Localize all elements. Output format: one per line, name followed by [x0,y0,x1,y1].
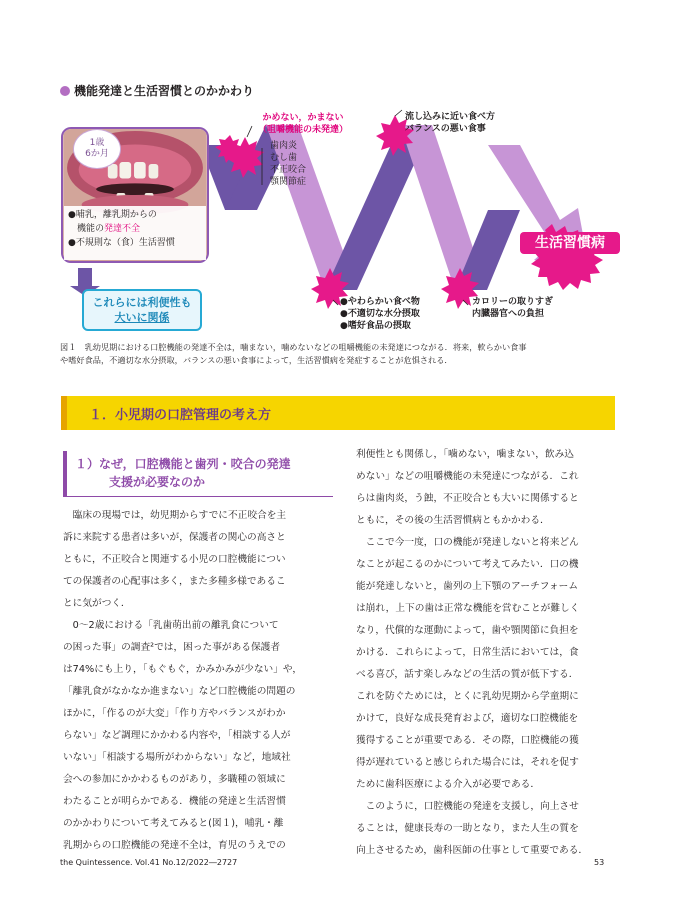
peak2-label [405,111,495,135]
subheading [63,451,333,496]
valley1-item: ●不適切な水分摂取 [340,309,420,319]
convenience-callout [82,289,202,331]
paragraph-line: 会への参加にかかわるものがあり，多職種の領域に [63,774,286,785]
subheading-rule-bottom [63,496,333,497]
peak1-line2: （咀嚼機能の未発達） [258,125,349,135]
paragraph-line: かけて，良好な成長発育および，適切な口腔機能を [356,713,579,724]
paragraph-line: 利便性とも関係し，「噛めない，噛まない，飲み込 [356,449,574,460]
cause-line2-pink: 発達不全 [104,224,141,234]
figure-title [60,82,254,99]
right-column [356,444,618,862]
cause-line3: ●不規則な（食）生活習慣 [68,238,175,248]
paragraph-line: べる喜び，話す楽しみなどの生活の質が低下する． [356,669,579,680]
valley1-label [340,296,420,332]
paragraph-line: ために歯科医療による介入が必要である． [356,779,541,790]
paragraph-line: いない」「相談する場所がわからない」など，地域社 [63,752,291,763]
callout-line2 [84,310,200,325]
paragraph-line: 乳期からの口腔機能の発達不全は，育児のうえでの [63,840,286,851]
valley2-label [472,296,553,320]
age-line2: 6か月 [85,149,109,159]
subheading-line1: １）なぜ，口腔機能と歯列・咬合の発達 [75,457,291,471]
paragraph-line: とに気がつく． [63,598,131,609]
paragraph-line: わたることが明らかである．機能の発達と生活習慣 [63,796,286,807]
valley2-line2: 内臓器官への負担 [472,309,545,319]
cause-text-box [64,206,206,260]
disease-label: 生活習慣病 [520,232,620,254]
age-bubble [73,129,121,169]
paragraph-line: 臨床の現場では，幼児期からすでに不正咬合を主 [63,510,287,521]
paragraph-line: 0～2歳における「乳歯萌出前の離乳食について [63,620,279,631]
callout-line1: これらには利便性も [92,296,192,309]
caption-line1: 図１ 乳幼児期における口腔機能の発達不全は，噛まない，噛めないなどの咀嚼機能の未発達につながる．将来，軟らかい食事 [60,342,527,352]
paragraph-line: ともに，不正咬合と関連する小児の口腔機能につい [63,554,286,565]
paragraph-line: めない」などの咀嚼機能の未発達につながる．これ [356,471,579,482]
subheading-rule-left [63,451,67,497]
footer-page-number: 53 [594,858,605,867]
valley1-item: ●やわらかい食べ物 [340,297,420,307]
cause-line2-pre: 機能の [77,224,105,234]
peak1-line1: かめない，かまない [262,113,344,123]
peak1-label [258,112,348,136]
paragraph-line: なり，代償的な運動によって，歯や顎関節に負担を [356,625,579,636]
figure-title-text: 機能発達と生活習慣とのかかわり [74,84,255,98]
paragraph-line: ほかに，「作るのが大変」「作り方やバランスがわか [63,708,286,719]
footer-journal: the Quintessence. Vol.41 No.12/2022―2727 [60,858,238,867]
figure-caption [60,341,620,367]
peak1-item: 不正咬合 [270,165,307,175]
caption-line2: や嗜好食品，不適切な水分摂取，バランスの悪い食事によって，生活習慣病を発症することが危惧される． [60,355,453,365]
paragraph-line: ともに，その後の生活習慣病ともかかわる． [356,515,550,526]
paragraph-line: の困った事」の調査²では，困った事がある保護者 [63,642,281,653]
paragraph-line: 「離乳食がなかなか進まない」など口腔機能の問題の [63,686,296,697]
peak2-line1: 流し込みに近い食べ方 [405,112,496,122]
age-line1: 1歳 [89,138,105,148]
paragraph-line: ての保護者の心配事は多く，また多種多様であるこ [63,576,286,587]
paragraph-line: 獲得することが重要である．その際，口腔機能の獲 [356,735,579,746]
paragraph-line: ここで今一度，口の機能が発達しないと将来どん [356,537,579,548]
paragraph-line: 向上させるため，歯科医師の仕事として重要である． [356,845,589,856]
valley2-line1: カロリーの取りすぎ [472,297,554,307]
paragraph-line: 能が発達しないと，歯列の上下顎のアーチフォーム [356,581,579,592]
subheading-line2: 支援が必要なのか [109,475,206,489]
left-column [63,505,333,857]
paragraph-line: らない」など調理にかかわる内容や，「相談する人が [63,730,291,741]
paragraph-line: 得が遅れていると感じられた場合には，それを促す [356,757,579,768]
peak1-items [270,140,306,188]
paragraph-line: のかかわりについて考えてみると(図１)，哺乳・離 [63,818,284,829]
peak2-line2: バランスの悪い食事 [405,124,486,134]
paragraph-line: は74%にも上り，「もぐもぐ，かみかみが少ない」や， [63,664,303,675]
paragraph-line: このように，口腔機能の発達を支援し，向上させ [356,801,579,812]
peak1-item: むし歯 [270,153,298,163]
peak1-item: 歯肉炎 [270,141,298,151]
section-heading: １．小児期の口腔管理の考え方 [89,408,272,423]
paragraph-line: ることは，健康長寿の一助となり，また人生の質を [356,823,579,834]
paragraph-line: なことが起こるのかについて考えてみたい．口の機 [356,559,579,570]
paragraph-line: は崩れ，上下の歯は正常な機能を営むことが難しく [356,603,580,614]
paragraph-line: 訴に来院する患者は多いが，保護者の関心の高さと [63,532,286,543]
section-heading-bar [61,396,615,430]
cause-line2 [68,222,202,236]
paragraph-line: かける．これらによって，日常生活においては，食 [356,647,579,658]
paragraph-line: らは歯肉炎，う蝕，不正咬合とも大いに関係すると [356,493,579,504]
bullet-dot-icon [60,86,70,96]
callout-line2-text: 大いに関係 [114,311,170,324]
peak1-item: 顎関節症 [270,177,307,187]
cause-line1: ●哺乳，離乳期からの [68,210,157,220]
valley1-item: ●嗜好食品の摂取 [340,321,411,331]
paragraph-line: これを防ぐためには，とくに乳幼児期から学童期に [356,691,579,702]
